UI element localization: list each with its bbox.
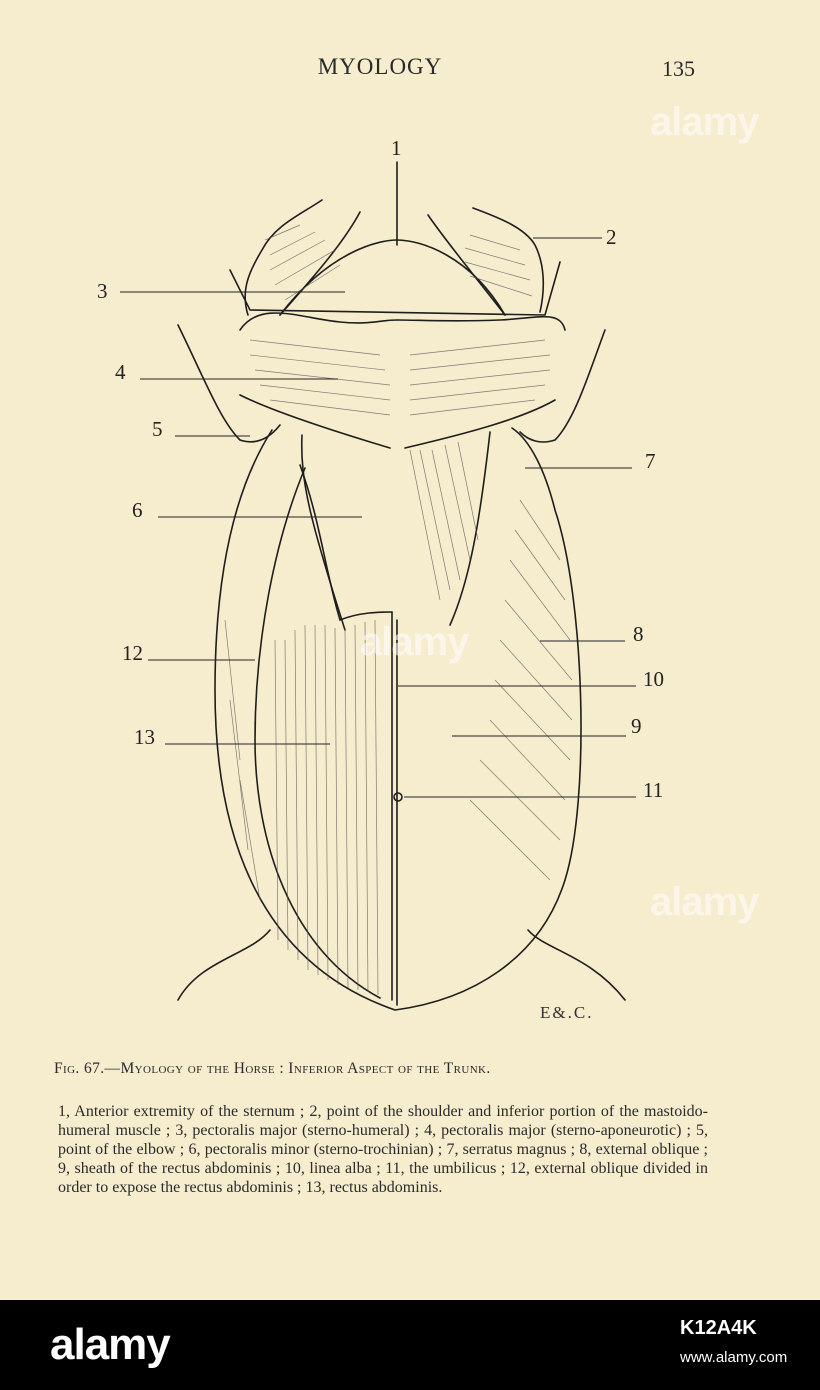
figure-label-9: 9 bbox=[631, 714, 642, 738]
figure-label-12: 12 bbox=[122, 641, 143, 665]
figure-label-1: 1 bbox=[391, 136, 402, 160]
trunk-outline bbox=[215, 428, 581, 1010]
running-header-title: MYOLOGY bbox=[317, 54, 443, 79]
legend-paragraph: 1, Anterior extremity of the sternum ; 2, point of the shoulder and inferior portion of the mastoido-humeral muscle ; 3, pectoralis major (sterno-humeral) ; 4, pectoralis major (sterno-aponeurotic) ; 5, point of the elbow ; 6, pectoralis minor (sterno-trochinian) ; 7, serratus magnus ; 8, external oblique ; 9, sheath of the rectus abdominis ; 10, linea alba ; 11, the umbilicus ; 12, external oblique divided in order to expose the rectus abdominis ; 13, rectus abdominis. bbox=[58, 1103, 708, 1196]
figure-label-11: 11 bbox=[643, 778, 664, 802]
watermark: alamy bbox=[360, 620, 469, 664]
figure-label-7: 7 bbox=[645, 449, 656, 473]
figure-label-3: 3 bbox=[97, 279, 108, 303]
figure-label-5: 5 bbox=[152, 417, 163, 441]
figure-label-13: 13 bbox=[134, 725, 155, 749]
elbow-right bbox=[520, 330, 605, 442]
figure-legend bbox=[58, 1102, 708, 1197]
figure-label-8: 8 bbox=[633, 622, 644, 646]
image-id: K12A4K bbox=[680, 1317, 757, 1339]
watermark: alamy bbox=[650, 880, 759, 924]
alamy-logo: alamy bbox=[50, 1320, 170, 1369]
figure-label-6: 6 bbox=[132, 498, 143, 522]
illustrator-signature: E&.C. bbox=[540, 1003, 594, 1022]
figure-caption: Fig. 67.—Myology of the Horse : Inferior Aspect of the Trunk. bbox=[54, 1060, 491, 1077]
stock-url[interactable]: www.alamy.com bbox=[680, 1349, 788, 1366]
page-number: 135 bbox=[662, 56, 695, 81]
watermark: alamy bbox=[650, 100, 759, 144]
stock-footer-bar bbox=[0, 1300, 820, 1390]
figure-label-2: 2 bbox=[606, 225, 617, 249]
figure-label-4: 4 bbox=[115, 360, 126, 384]
umbilicus bbox=[394, 793, 402, 801]
figure-label-10: 10 bbox=[643, 667, 664, 691]
elbow-left bbox=[178, 325, 280, 442]
